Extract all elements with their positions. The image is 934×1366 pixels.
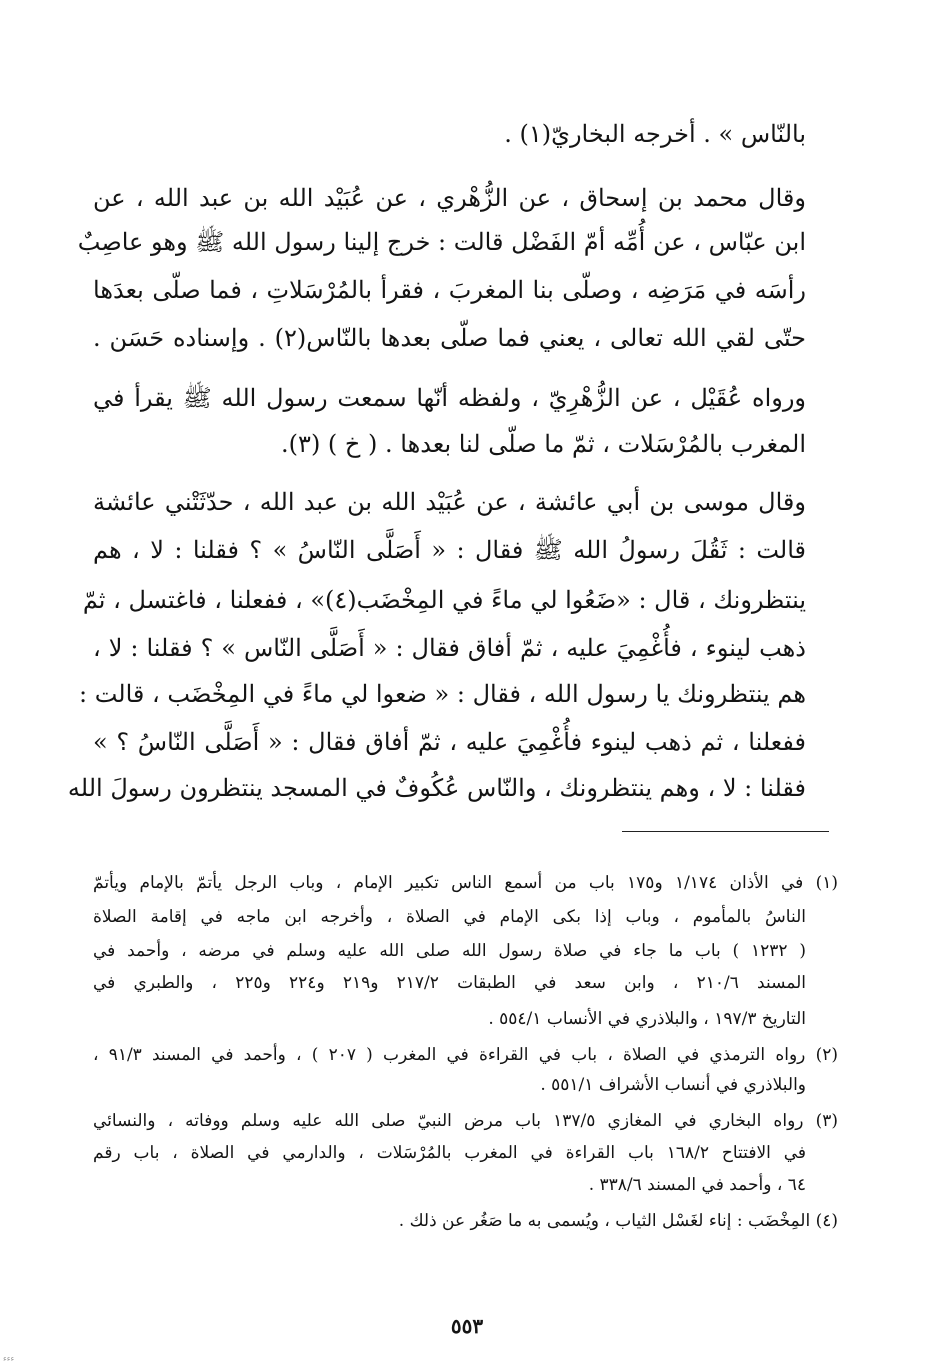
body-line: بالنّاس » . أخرجه البخاريّ(١) . bbox=[504, 120, 806, 148]
body-line: فقلنا : لا ، وهم ينتظرونك ، والنّاس عُكُوفٌ في المسجد ينتظرون رسولَ الله bbox=[67, 774, 806, 802]
body-line: ورواه عُقَيْل ، عن الزُّهْرِيّ ، ولفظه أنّها سمعت رسول الله ﷺ يقرأ في bbox=[93, 384, 806, 412]
page-number: ٥٥٣ bbox=[450, 1314, 484, 1338]
footnote-line: في الافتتاح ١٦٨/٢ باب القراءة في المغرب بالمُرْسَلات ، والدارمي في الصلاة ، باب رقم bbox=[93, 1143, 807, 1163]
footnote-line: ٦٤ ، وأحمد في المسند ٣٣٨/٦ . bbox=[588, 1175, 806, 1195]
footnote-line: والبلاذري في أنساب الأشراف ٥٥١/١ . bbox=[540, 1075, 806, 1095]
body-line: المغرب بالمُرْسَلات ، ثمّ ما صلّى لنا بعدها . ( خ ) (٣). bbox=[281, 430, 806, 458]
footnote-line: (١) في الأذان ١/١٧٤ و١٧٥ باب من أسمع الناس تكبير الإمام ، وباب الرجل يأتمّ بالإمام ويأتمّ bbox=[93, 873, 838, 893]
body-line: رأسَه في مَرَضِه ، وصلّى بنا المغربَ ، فقرأ بالمُرْسَلاتِ ، فما صلّى بعدَها bbox=[93, 276, 807, 304]
footnote-line: (٣) رواه البخاري في المغازي ١٣٧/٥ باب مرض النبيّ صلى الله عليه وسلم ووفاته ، والنسائي bbox=[93, 1111, 838, 1131]
body-line: حتّى لقي الله تعالى ، يعني فما صلّى بعدها بالنّاس(٢) . وإسناده حَسَن . bbox=[93, 324, 806, 352]
footnote-line: الناسُ بالمأموم ، وباب إذا بكى الإمام في الصلاة ، وأخرجه ابن ماجه في إقامة الصلاة bbox=[93, 907, 806, 927]
footnote-separator bbox=[622, 831, 829, 832]
body-line: ففعلنا ، ثم ذهب لينوء فأُغْمِيَ عليه ، ثمّ أفاق فقال : « أَصَلَّى النّاسُ ؟ » bbox=[93, 728, 806, 756]
footnote-line: المسند ٢١٠/٦ ، وابن سعد في الطبقات ٢١٧/٢ و٢١٩ و٢٢٤ و٢٢٥ ، والطبري في bbox=[93, 973, 806, 993]
footnote-line: ( ١٢٣٢ ) باب ما جاء في صلاة رسول الله صلى الله عليه وسلم في مرضه ، وأحمد في bbox=[93, 941, 806, 961]
body-line: وقال محمد بن إسحاق ، عن الزُّهْري ، عن عُبَيْد الله بن عبد الله ، عن bbox=[93, 184, 806, 212]
footnote-line: (٢) رواه الترمذي في الصلاة ، باب في القراءة في المغرب ( ٢٠٧ ) ، وأحمد في المسند ٩١/٣ ، bbox=[93, 1045, 838, 1065]
body-line: هم ينتظرونك يا رسول الله ، فقال : « ضعوا لي ماءً في المِخْضَب ، قالت : bbox=[79, 680, 806, 708]
body-line: وقال موسى بن أبي عائشة ، عن عُبَيْد الله بن عبد الله ، حدّثَتْني عائشة bbox=[93, 488, 806, 516]
corner-mark: ﺀﺀﺀ bbox=[3, 1354, 15, 1363]
body-line: ابن عبّاس ، عن أُمِّه أمّ الفَضْل قالت : خرج إلينا رسول الله ﷺ وهو عاصِبٌ bbox=[77, 228, 806, 256]
footnote-line: التاريخ ١٩٧/٣ ، والبلاذري في الأنساب ٥٥٤/١ . bbox=[488, 1009, 806, 1029]
body-line: قالت : ثَقُلَ رسولُ الله ﷺ فقال : « أَصَلَّى النّاسُ » ؟ فقلنا : لا ، هم bbox=[93, 536, 806, 564]
footnote-line: (٤) المِخْضَب : إناء لغَسْل الثياب ، ويُسمى به ما صَغُر عن ذلك . bbox=[398, 1211, 838, 1231]
body-line: ينتظرونك ، قال : «ضَعُوا لي ماءً في المِخْضَب(٤)» ، ففعلنا ، فاغتسل ، ثمّ bbox=[82, 586, 806, 614]
body-line: ذهب لينوء ، فأُغْمِيَ عليه ، ثمّ أفاق فقال : « أَصَلَّى النّاس » ؟ فقلنا : لا ، bbox=[93, 634, 806, 662]
